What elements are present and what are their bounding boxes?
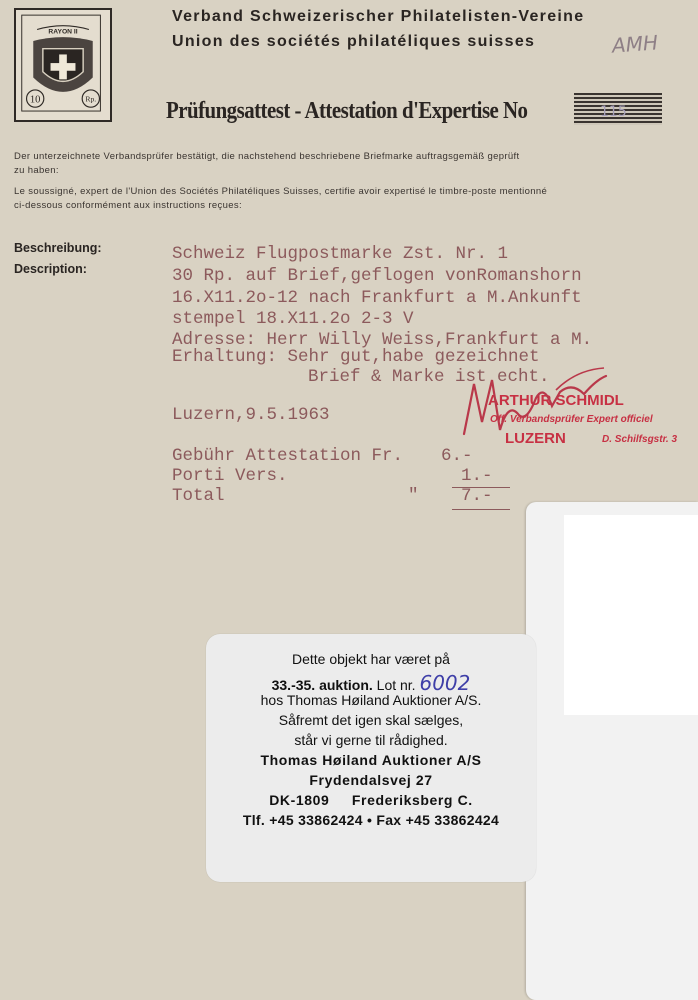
auction-street: Frydendalsvej 27	[309, 772, 433, 788]
certificate-number: 115	[600, 104, 627, 120]
rayon-stamp-logo	[14, 8, 112, 122]
label-description: Description:	[14, 262, 87, 276]
swiss-cross-shield-icon	[16, 10, 110, 120]
lot-label: Lot nr.	[376, 677, 416, 693]
description-line: Erhaltung: Sehr gut,habe gezeichnet	[172, 347, 540, 367]
white-patch	[564, 515, 698, 715]
auction-line1: Dette objekt har været på	[292, 651, 450, 667]
logo-left-value: 10	[29, 94, 41, 106]
fee-porti-value: 1.-	[461, 466, 493, 486]
stamp-street: D. Schilfsgstr. 3	[602, 434, 678, 445]
handwritten-initials: AMH	[611, 30, 659, 58]
auction-line3: hos Thomas Høiland Auktioner A/S.	[260, 692, 482, 708]
statement-fr-line1: Le soussigné, expert de l'Union des Sociétés Philatéliques Suisses, certifie avoir expertisé le timbre-poste mentionné	[14, 186, 548, 197]
fee-total-mark: "	[408, 486, 419, 506]
auction-city: Frederiksberg C.	[351, 792, 473, 808]
fee-porti-label: Porti Vers.	[172, 466, 288, 486]
fee-attest-label: Gebühr Attestation Fr.	[172, 446, 404, 466]
fee-attest-value: 6.-	[441, 446, 473, 466]
description-line: Adresse: Herr Willy Weiss,Frankfurt a M.	[172, 330, 593, 350]
fee-total-label: Total	[172, 486, 225, 506]
statement-de-line1: Der unterzeichnete Verbandsprüfer bestätigt, die nachstehend beschriebene Briefmarke auftragsgemäß geprüft	[14, 151, 520, 162]
signature-icon	[456, 362, 626, 452]
logo-right-unit: Rp.	[85, 94, 97, 104]
auction-line4: Såfremt det igen skal sælges,	[278, 712, 464, 728]
auction-postal-line	[206, 792, 536, 808]
certificate-title: Prüfungsattest - Attestation d'Expertise No	[166, 98, 528, 124]
auction-number: 33.-35. auktion.	[271, 677, 373, 693]
stamp-city: LUZERN	[505, 430, 566, 447]
auction-line5: står vi gerne til rådighed.	[294, 732, 448, 748]
auction-postcode: DK-1809	[269, 792, 330, 808]
org-name-french: Union des sociétés philatéliques suisses	[172, 33, 536, 50]
description-line: Brief & Marke ist echt.	[308, 367, 550, 387]
fee-underline	[452, 509, 510, 510]
statement-de-line2: zu haben:	[14, 165, 59, 176]
auction-company: Thomas Høiland Auktioner A/S	[260, 752, 482, 768]
logo-top-text: RAYON II	[48, 28, 78, 36]
stamp-name: ARTHUR SCHMIDL	[488, 392, 624, 409]
description-line: stempel 18.X11.2o 2-3 V	[172, 309, 414, 329]
description-line: Schweiz Flugpostmarke Zst. Nr. 1	[172, 244, 509, 264]
auction-label	[206, 634, 536, 882]
stamp-role: Off. Verbandsprüfer Expert officiel	[490, 414, 653, 425]
statement-fr-line2: ci-dessous conformément aux instructions reçues:	[14, 200, 243, 211]
label-beschreibung: Beschreibung:	[14, 241, 102, 255]
fee-total-value: 7.-	[461, 486, 493, 506]
description-line: 16.X11.2o-12 nach Frankfurt a M.Ankunft	[172, 288, 582, 308]
auction-phone-fax: Tlf. +45 33862424 • Fax +45 33862424	[242, 812, 500, 828]
org-name-german: Verband Schweizerischer Philatelisten-Vereine	[172, 8, 585, 25]
lot-number-handwritten: 6002	[419, 671, 471, 695]
description-line: 30 Rp. auf Brief,geflogen vonRomanshorn	[172, 266, 582, 286]
place-date: Luzern,9.5.1963	[172, 405, 330, 425]
